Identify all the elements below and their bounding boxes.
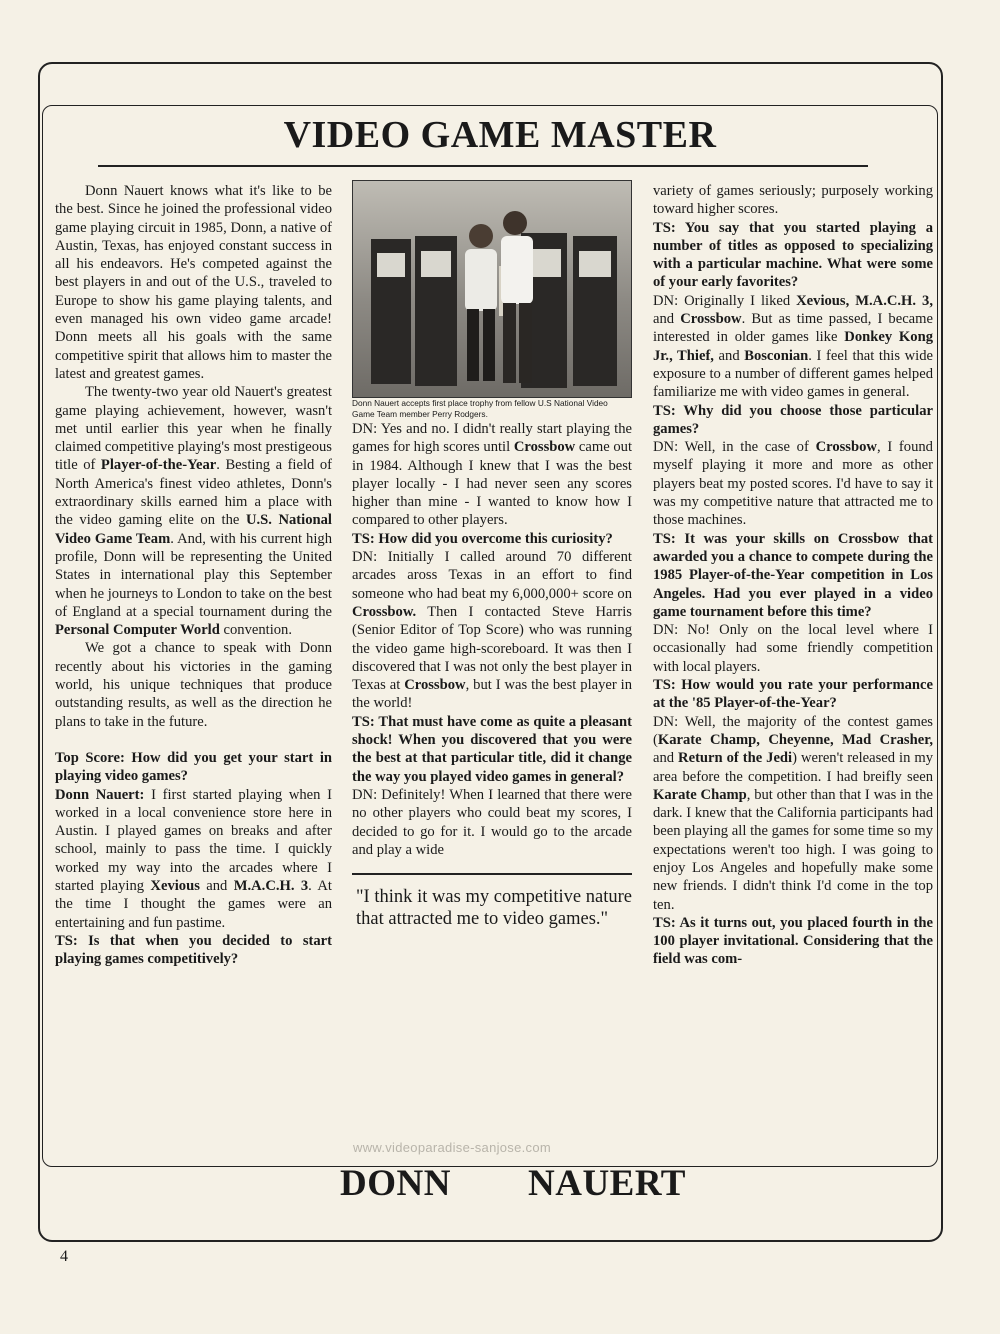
title-rule — [98, 165, 868, 167]
footer-first-name: DONN — [340, 1163, 451, 1204]
people-illustration — [353, 181, 632, 398]
photo-caption: Donn Nauert accepts first place trophy from fellow U.S National Video Game Team member Perry Rodgers. — [352, 398, 608, 419]
answer-7: DN: No! Only on the local level where I occasionally had some friendly competition with local players. — [653, 622, 933, 675]
page-title: VIDEO GAME MASTER — [283, 114, 717, 156]
question-3: TS: How did you overcome this curiosity? — [352, 530, 613, 547]
column-2 — [352, 180, 632, 930]
trophy-photo — [352, 180, 632, 398]
answer-8: DN: Well, the majority of the contest games (Karate Champ, Cheyenne, Mad Crasher, and Return of the Jedi) weren't released in my area before the competition. I had breifly seen Karate Champ, but other than that I was in the dark. I knew that the California participants had been playing all the games for some time so my expectations weren't too high. I was going to enjoy Los Angeles and hopefully make some new friends. I didn't think I'd come in the top ten. — [653, 713, 933, 913]
watermark: www.videoparadise-sanjose.com — [353, 1140, 552, 1155]
footer-last-name: NAUERT — [528, 1163, 686, 1204]
answer-2: DN: Yes and no. I didn't really start playing the games for high scores until Crossbow came out in 1984. Although I knew that I was the best player locally - I had never seen any scores higher than mine - I wanted to know how I compared to other players. — [352, 421, 632, 529]
answer-1: Donn Nauert: I first started playing when I worked in a local convenience store here in Austin. I played games on breaks and after school, mainly to pass the time. I quickly worked my way into the arcades where I started playing Xevious and M.A.C.H. 3. At the time I thought the games were an entertaining and fun pastime. — [55, 786, 332, 931]
pull-quote: "I think it was my competitive nature that attracted me to video games." — [352, 873, 632, 930]
interview-intro-paragraph: We got a chance to speak with Donn recently about his victories in the gaming world, his unique techniques that produce outstanding results, as well as the direction he plans to take in the future. — [55, 640, 332, 730]
column-1 — [55, 182, 332, 968]
answer-4: DN: Definitely! When I learned that there were no other players who could beat my scores, I decided to go for it. I would go to the arcade and play a wide — [352, 786, 632, 858]
question-5: TS: You say that you started playing a number of titles as opposed to specializing with a particular machine. What were some of your early favorites? — [653, 219, 933, 291]
question-8: TS: How would you rate your performance at the '85 Player-of-the-Year? — [653, 677, 933, 712]
question-1: Top Score: How did you get your start in playing video games? — [55, 749, 332, 785]
column-3 — [653, 182, 933, 969]
question-6: TS: Why did you choose those particular games? — [653, 402, 933, 437]
intro-paragraph: Donn Nauert knows what it's like to be the best. Since he joined the professional video game playing circuit in 1985, Donn, a native of Austin, Texas, has enjoyed constant success in all his endeavors. He's competed against the best players in and out of the U.S., traveled to Europe to show his game playing talents, and even managed his own video game arcade! Donn meets all his goals with the same competitive spirit that allows him to master the latest and greatest games. — [55, 183, 332, 382]
question-7: TS: It was your skills on Crossbow that awarded you a chance to compete during the 1985 Player-of-the-Year competition in Los Angeles. Had you ever played in a video game tournament before this time? — [653, 530, 933, 620]
answer-3: DN: Initially I called around 70 different arcades aross Texas in an effort to find someone who had beat my 6,000,000+ score on Crossbow. Then I contacted Steve Harris (Senior Editor of Top Score) who was running the video game high-scoreboard. It was then I discovered that I was not only the best player in Texas at Crossbow, but I was the best player in the world! — [352, 549, 633, 712]
page-number: 4 — [60, 1248, 68, 1265]
answer-6: DN: Well, in the case of Crossbow, I found myself playing it more and more as other players beat my posted scores. I'd have to say it was my competitive nature that attracted me to those machines. — [653, 439, 933, 529]
question-9: TS: As it turns out, you placed fourth in the 100 player invitational. Considering that the field was com- — [653, 914, 933, 968]
question-4: TS: That must have come as quite a pleasant shock! When you discovered that you were the best at that particular title, did it change the way you played video games in general? — [352, 713, 632, 785]
achievement-paragraph: The twenty-two year old Nauert's greatest game playing achievement, however, wasn't met until earlier this year when he finally claimed competitive playing's most prestigeous title of Player-of-the-Year. Besting a field of North America's finest video athletes, Donn's extraordinary skills earned him a place with the video gaming elite on the U.S. National Video Game Team. And, with his current high profile, Donn will be representing the United States in international play this September when he journeys to London to take on the best of England at a special tournament during the Personal Computer World convention. — [55, 384, 332, 639]
answer-5: DN: Originally I liked Xevious, M.A.C.H. 3, and Crossbow. But as time passed, I became interested in older games like Donkey Kong Jr., Thief, and Bosconian. I feel that this wide exposure to a number of different games helped familiarize me with video games in general. — [653, 292, 933, 401]
answer-4-continued: variety of games seriously; purposely working toward higher scores. — [653, 183, 933, 218]
question-2: TS: Is that when you decided to start playing games competitively? — [55, 932, 332, 968]
